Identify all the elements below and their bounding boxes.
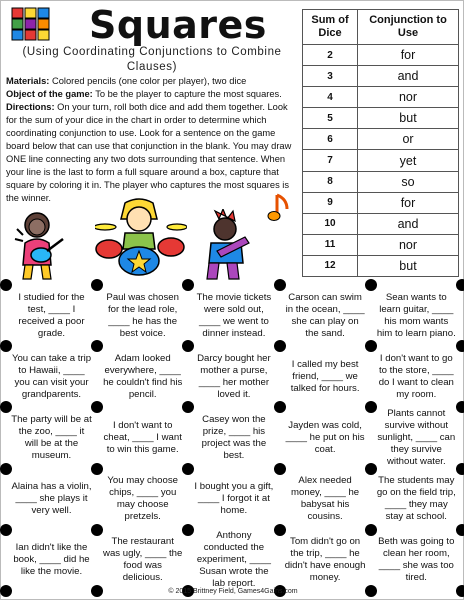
sum-cell: 11 xyxy=(303,234,358,255)
table-row xyxy=(303,66,459,87)
sentence-square[interactable]: I bought you a gift, ____ I forgot it at home. xyxy=(194,481,274,517)
conjunction-cell: nor xyxy=(358,234,459,255)
conjunction-cell: for xyxy=(358,45,459,66)
conjunction-cell: nor xyxy=(358,87,459,108)
materials-text: Colored pencils (one color per player), two dice xyxy=(49,76,247,86)
sum-cell: 8 xyxy=(303,171,358,192)
conjunction-cell: so xyxy=(358,171,459,192)
conjunction-cell: but xyxy=(358,108,459,129)
conjunction-table xyxy=(302,9,459,277)
directions-label: Directions: xyxy=(6,102,55,112)
sentence-square[interactable]: Jayden was cold, ____ he put on his coat. xyxy=(285,419,365,455)
directions-text: On your turn, roll both dice and add them together. Look for the sum of your dice in the chart in order to determine which coordinating conjunction to use. Look for a sentence on the game board below that can use that conjunction in the blank. You may draw ONE line connecting any two dots surrounding that sentence. When your line is the last to form a full square around a box, capture that square by coloring it in. The player who captures the most squares is the winner. xyxy=(6,102,292,203)
sentence-square[interactable]: I don't want to cheat, ____ I want to win this game. xyxy=(103,419,182,455)
sum-cell: 6 xyxy=(303,129,358,150)
table-header-sum: Sum of Dice xyxy=(303,10,358,45)
rocker-kid-illustration xyxy=(197,209,261,281)
conjunction-cell: and xyxy=(358,213,459,234)
sum-cell: 2 xyxy=(303,45,358,66)
sentence-square[interactable]: Alaina has a violin, ____ she plays it very well. xyxy=(11,481,92,517)
table-row xyxy=(303,234,459,255)
object-label: Object of the game: xyxy=(6,89,93,99)
sentence-square[interactable]: Adam looked everywhere, ____ he couldn't find his pencil. xyxy=(103,352,183,400)
table-row xyxy=(303,171,459,192)
music-note-icon xyxy=(267,191,293,223)
sum-cell: 5 xyxy=(303,108,358,129)
sentence-square[interactable]: Anthony conducted the experiment, ____ Susan wrote the lab report. xyxy=(196,530,271,590)
sentence-square[interactable]: The party will be at the zoo, ____ it will be at the museum. xyxy=(11,413,92,461)
sentence-square[interactable]: Paul was chosen for the lead role, ____ he has the best voice. xyxy=(106,291,179,339)
sentence-square[interactable]: The students may go on the field trip, ____ they may stay at school. xyxy=(376,475,456,523)
sentence-square[interactable]: You can take a trip to Hawaii, ____ you can visit your grandparents. xyxy=(11,352,92,400)
sentence-square[interactable]: Casey won the prize, ____ his project was the best. xyxy=(201,413,267,461)
sentence-square[interactable]: The restaurant was ugly, ____ the food was delicious. xyxy=(103,536,183,584)
table-row xyxy=(303,150,459,171)
sentence-square[interactable]: Tom didn't go on the trip, ____ he didn't have enough money. xyxy=(284,536,366,584)
sentence-square[interactable]: Darcy bought her mother a purse, ____ her mother loved it. xyxy=(197,352,271,400)
table-row xyxy=(303,108,459,129)
sentence-square[interactable]: I don't want to go to the store, ____ do I want to clean my room. xyxy=(378,352,454,400)
conjunction-cell: but xyxy=(358,255,459,276)
sum-cell: 3 xyxy=(303,66,358,87)
table-row xyxy=(303,87,459,108)
table-row xyxy=(303,255,459,276)
sum-cell: 9 xyxy=(303,192,358,213)
page-subtitle: (Using Coordinating Conjunctions to Combine Clauses) xyxy=(22,46,282,73)
sentence-square[interactable]: The movie tickets were sold out, ____ we went to dinner instead. xyxy=(196,291,272,339)
conjunction-cell: for xyxy=(358,192,459,213)
sentence-square[interactable]: Alex needed money, ____ he babysat his cousins. xyxy=(291,475,360,523)
table-row xyxy=(303,129,459,150)
table-row xyxy=(303,192,459,213)
drummer-kid-illustration xyxy=(95,197,187,281)
sum-cell: 7 xyxy=(303,150,358,171)
sentence-square[interactable]: Beth was going to clean her room, ____ she was too tired. xyxy=(378,536,455,584)
table-header-conjunction: Conjunction to Use xyxy=(358,10,459,45)
materials-label: Materials: xyxy=(6,76,50,86)
sentence-square[interactable]: I called my best friend, ____ we talked for hours. xyxy=(290,358,360,394)
sentence-square[interactable]: Carson can swim in the ocean, ____ she can play on the sand. xyxy=(285,291,365,339)
instructions xyxy=(6,75,298,205)
game-board[interactable] xyxy=(4,283,462,590)
sentence-square[interactable]: I studied for the test, ____ I received a poor grade. xyxy=(18,291,85,339)
copyright-footer: © 2015 Brittney Field, Games4Gains.com xyxy=(168,588,298,595)
sum-cell: 12 xyxy=(303,255,358,276)
table-row xyxy=(303,45,459,66)
sentence-square[interactable]: Plants cannot survive without sunlight, ____ can they survive without water. xyxy=(377,407,456,467)
sum-cell: 4 xyxy=(303,87,358,108)
sum-cell: 10 xyxy=(303,213,358,234)
squares-logo-icon xyxy=(11,7,51,41)
table-row xyxy=(303,213,459,234)
sentence-square[interactable]: Ian didn't like the book, ____ did he like the movie. xyxy=(13,542,90,578)
conjunction-cell: yet xyxy=(358,150,459,171)
page-title: Squares xyxy=(89,3,267,47)
conjunction-cell: and xyxy=(358,66,459,87)
sentence-square[interactable]: Sean wants to learn guitar, ____ his mom wants him to learn piano. xyxy=(376,291,456,339)
object-text: To be the player to capture the most squares. xyxy=(92,89,282,99)
guitar-kid-illustration xyxy=(9,209,69,281)
sentence-square[interactable]: You may choose chips, ____ you may choose pretzels. xyxy=(107,475,178,523)
conjunction-cell: or xyxy=(358,129,459,150)
